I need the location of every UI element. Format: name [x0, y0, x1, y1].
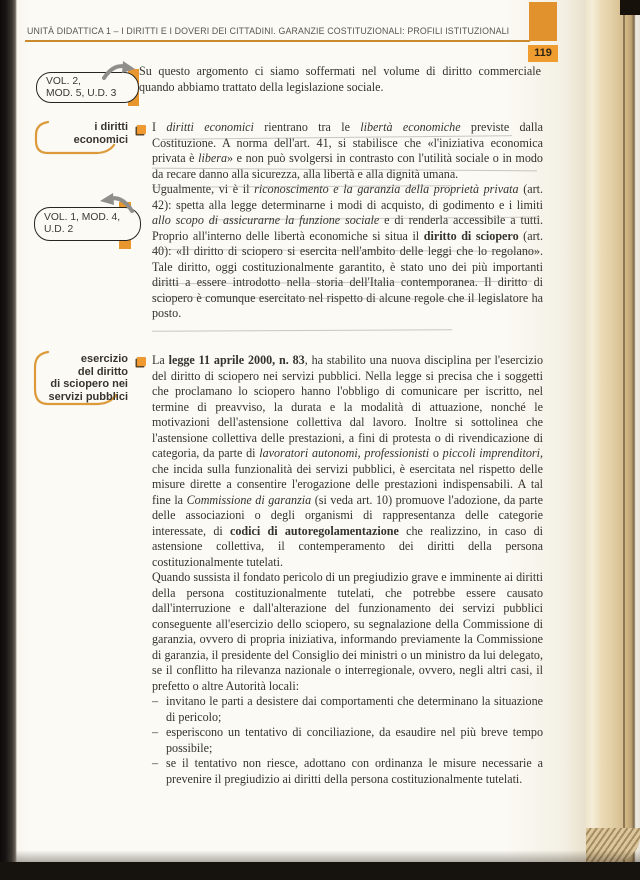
- reference-line: MOD. 5, U.D. 3: [46, 88, 117, 99]
- running-head: UNITÀ DIDATTICA 1 – I DIRITTI E I DOVERI DEI CITTADINI. GARANZIE COSTITUZIONALI: PROFILI ISTITUZIONALI: [27, 26, 510, 36]
- page-edge-line: [623, 0, 625, 862]
- section-sciopero-servizi-pubblici: [152, 353, 543, 787]
- list-item-text: esperiscono un tentativo di conciliazione, da esaudire nel più breve tempo possibile;: [166, 725, 543, 755]
- paragraph: Su questo argomento ci siamo soffermati nel volume di diritto commerciale quando abbiamo trattato della legislazione sociale.: [139, 64, 541, 94]
- paragraph: Quando sussista il fondato pericolo di un pregiudizio grave e imminente ai diritti della persona costituzionalmente tutelati, che potrebbe essere causato dall'interruzione e dall'alterazione del funzionamento dei servizi pubblici conseguente all'esercizio dello sciopero, su segnalazione della Commissione di garanzia, ovvero di propria iniziativa, informando previamente la Commissione di garanzia, il presidente del Consiglio dei ministri o un ministro da lui delegato, se il conflitto ha rilevanza nazionale o interregionale, ovvero, negli altri casi, il prefetto o altre Autorità locali:: [152, 570, 543, 693]
- curved-arrow-icon: [98, 192, 134, 214]
- list-item-text: invitano le parti a desistere dai comportamenti che determinano la situazione di pericolo;: [166, 694, 543, 724]
- label-line: di sciopero nei: [50, 378, 128, 390]
- label-line: del diritto: [77, 365, 128, 378]
- page-number: 119: [528, 45, 558, 62]
- reference-line: U.D. 2: [44, 224, 74, 235]
- list-item: [152, 756, 543, 787]
- curved-arrow-icon: [102, 61, 136, 81]
- paragraph: I diritti economici rientrano tra le libertà economiche previste dalla Costituzione. A norma dell'art. 41, si stabilisce che «l'iniziativa economica privata è libera» e non può svolgersi in contrasto con l'utilità sociale o in modo da recare danno alla sicurezza, alla libertà e alla dignità umana.: [152, 120, 543, 181]
- reference-line: VOL. 1, MOD. 4,: [44, 212, 121, 223]
- dash-marker: –: [152, 756, 159, 770]
- margin-label-esercizio-sciopero: [36, 353, 128, 403]
- page-bottom-shadow: [0, 850, 640, 862]
- square-bullet-icon: [137, 125, 146, 134]
- label-line: i diritti: [94, 121, 128, 133]
- header-rule: [25, 40, 530, 42]
- margin-label-diritti-economici: [40, 121, 128, 146]
- chapter-tab: [529, 2, 557, 41]
- section-diritti-economici: [152, 120, 543, 322]
- list-item: [152, 725, 543, 756]
- list-item: [152, 694, 543, 725]
- square-bullet-icon: [137, 357, 146, 366]
- paragraph-intro: [139, 64, 541, 95]
- label-line: economici: [73, 133, 128, 146]
- paragraph: La legge 11 aprile 2000, n. 83, ha stabilito una nuova disciplina per l'esercizio del diritto di sciopero nei servizi pubblici. Nella legge si precisa che i soggetti che proclamano lo sciopero hanno l'obbligo di comunicare per iscritto, nel termine di preavviso, la durata e la modalità di attuazione, nonché le motivazioni dell'astensione collettiva dal lavoro. Inoltre si sottolinea che l'astensione collettiva delle prestazioni, a fini di protesta o di rivendicazione di categoria, da parte di lavoratori autonomi, professionisti o piccoli imprenditori, che incida sulla funzionalità dei servizi pubblici, è esercitata nel rispetto delle misure dirette a consentire l'erogazione delle prestazioni indispensabili. A tal fine la Commissione di garanzia (si veda art. 10) promuove l'adozione, da parte delle associazioni o degli organismi di rappresentanza delle categorie interessate, di codici di autoregolamentazione che realizzino, in caso di astensione collettiva, il contemperamento dei diritti della persona costituzionalmente tutelati.: [152, 353, 544, 569]
- scan-corner-shadow: [620, 0, 640, 15]
- book-spine-shadow: [0, 0, 17, 880]
- label-line: servizi pubblici: [48, 390, 128, 403]
- paragraph: Ugualmente, vi è il riconoscimento e la garanzia della proprietà privata (art. 42): spetta alla legge determinarne i modi di acquisto, di godimento e i limiti allo scopo di assicurarne la funzione sociale e di renderla accessibile a tutti. Proprio all'interno delle libertà economiche si situa il diritto di sciopero (art. 40): «Il diritto di sciopero si esercita nell'ambito delle leggi che lo regolano». Tale diritto, oggi costituzionalmente garantito, è stato uno dei più importanti diritti a essere introdotto nella storia dell'Italia contemporanea. Il diritto di sciopero è comunque esercitato nel rispetto di alcune regole che il legislatore ha posto.: [152, 182, 544, 320]
- scan-background-bottom: [0, 862, 640, 880]
- pencil-underline-mark: [152, 329, 452, 332]
- book-page-edges: [586, 0, 640, 862]
- dash-marker: –: [152, 694, 159, 708]
- dash-marker: –: [152, 725, 159, 739]
- label-line: esercizio: [80, 353, 128, 365]
- reference-line: VOL. 2,: [46, 76, 81, 87]
- list-item-text: se il tentativo non riesce, adottano con ordinanza le misure necessarie a prevenire il pregiudizio ai diritti della persona costituzionalmente tutelati.: [166, 756, 543, 786]
